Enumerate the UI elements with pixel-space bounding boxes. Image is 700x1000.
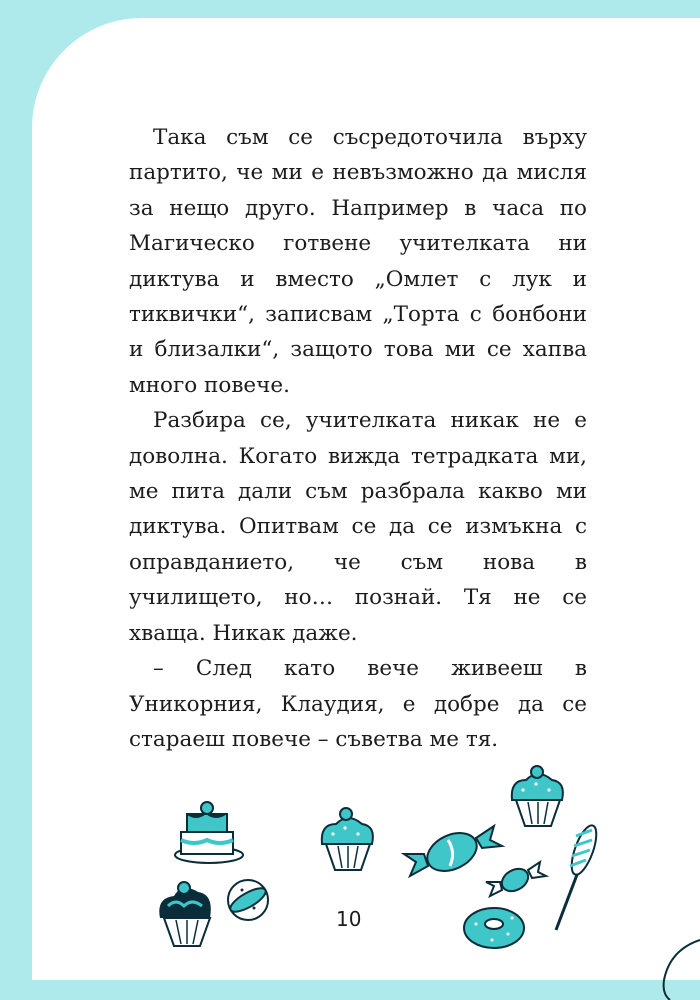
paragraph-1: Така съм се съсредоточила върху партито, че ми е невъзможно да мисля за нещо друго. Например в часа по Магическо готвене учителката ни диктува и вместо „Омлет с лук и тиквички“, записвам „Торта с бонбони и близалки“, защото това ми се хапва много повече. bbox=[129, 125, 587, 398]
page-number: 10 bbox=[336, 907, 362, 931]
paragraph-3: – След като вече живееш в Уникорния, Клаудия, е добре да се стараеш повече – съветва ме тя. bbox=[129, 656, 587, 752]
paragraph-2: Разбира се, учителката никак не е доволна. Когато вижда тетрадката ми, ме пита дали съм разбрала какво ми диктува. Опитвам се да се измъкна с оправданието, че съм нова в училището, но… познай. Тя не се хваща. Никак даже. bbox=[129, 408, 587, 646]
page-text bbox=[129, 120, 587, 757]
